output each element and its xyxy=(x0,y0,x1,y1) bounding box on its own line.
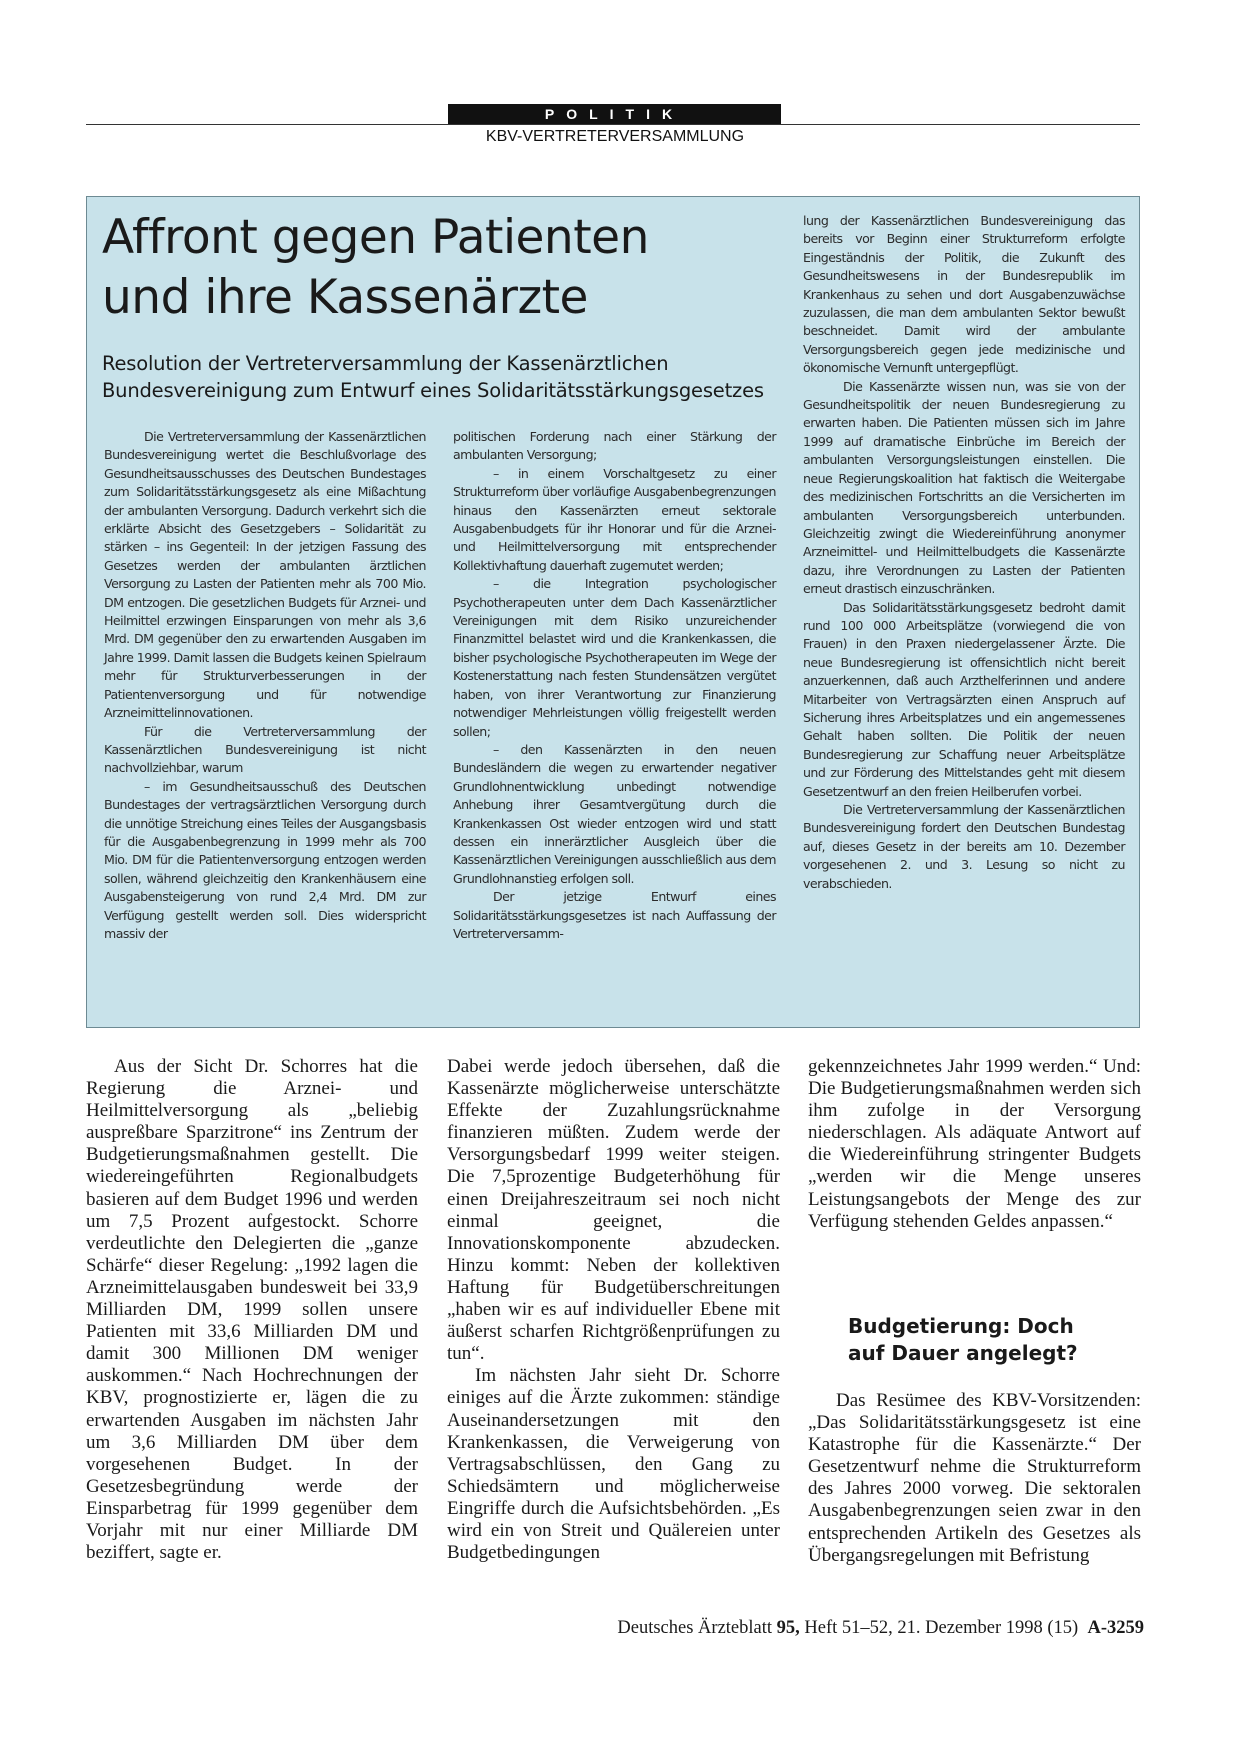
resolution-paragraph: lung der Kassenärztlichen Bundesvereinigung das bereits vor Beginn einer Strukturreform erfolgte Eingeständnis der Politik, die Zukunft des Gesundheitswesens in der Bundesrepublik im Krankenhaus zu sehen und dort Ausgabenzuwächse zuzulassen, die man dem ambulanten Sektor bewußt beschneidet. Damit wird der ambulante Versorgungsbereich gegen jede medizinische und ökonomische Vernunft untergepflügt. xyxy=(803,213,1125,376)
body-paragraph: gekennzeichnetes Jahr 1999 werden.“ Und: Die Budgetierungsmaßnahmen werden sich ihm zufolge in der Versorgung niederschlagen. Als adäquate Antwort auf die Wiedereinführung stringenter Budgets „werden wir die Menge unseres Leistungsangebots der Menge des zur Verfügung stehenden Geldes anpassen.“ xyxy=(808,1056,1141,1232)
body-column-2 xyxy=(447,1056,780,1564)
resolution-paragraph: – den Kassenärzten in den neuen Bundesländern die wegen zu erwartender negativer Grundlohnentwicklung unbedingt notwendige Anhebung ihrer Gesamtvergütung durch die Krankenkassen Ost wieder entzogen wird und statt dessen ein innerärztlicher Ausgleich über die Kassenärztlichen Vereinigungen ausschließlich aus dem Grundlohnanstieg erfolgen soll. xyxy=(453,741,776,886)
journal-volume: 95, xyxy=(776,1618,800,1638)
intertitle-line-1: Budgetierung: Doch xyxy=(848,1314,1074,1338)
resolution-column-2 xyxy=(453,428,776,943)
resolution-paragraph: – in einem Vorschaltgesetz zu einer Strukturreform über vorläufige Ausgabenbegrenzungen hinaus den Kassenärzten erneut sektorale Ausgabenbudgets für ihr Honorar und für die Arznei- und Heilmittelversorgung mit entsprechender Kollektivhaftung dauerhaft zugemutet werden; xyxy=(453,465,776,573)
page-number: A-3259 xyxy=(1087,1618,1144,1638)
body-paragraph: Dabei werde jedoch übersehen, daß die Kassenärzte möglicherweise unterschätzte Effekte der Zuzahlungsrücknahme finanzieren müßten. Zudem werde der Versorgungsbedarf 1999 weiter steigen. Die 7,5prozentige Budgeterhöhung für einen Dreijahreszeitraum sei noch nicht einmal geeignet, die Innovationskomponente abzudecken. Hinzu kommt: Neben der kollektiven Haftung für Budgetüberschreitungen „haben wir es auf individueller Ebene mit äußerst scharfen Richtgrößenprüfungen zu tun“. xyxy=(447,1056,780,1365)
resolution-column-3 xyxy=(803,212,1125,893)
resolution-paragraph: – im Gesundheitsausschuß des Deutschen Bundestages der vertragsärztlichen Versorgung durch die unnötige Streichung eines Teiles der Ausgangsbasis für die Ausgabenbegrenzung in 1999 mehr als 700 Mio. DM für die Patientenversorgung entzogen werden sollen, während gleichzeitig den Krankenhäusern eine Ausgabensteigerung von rund 2,4 Mrd. DM zur Verfügung gestellt werden soll. Dies widerspricht massiv der xyxy=(104,778,426,941)
body-column-1 xyxy=(86,1056,418,1564)
journal-name: Deutsches Ärzteblatt xyxy=(617,1618,773,1638)
intertitle-line-2: auf Dauer angelegt? xyxy=(848,1341,1078,1365)
resolution-column-1 xyxy=(104,428,426,943)
subhead-line-2: Bundesvereinigung zum Entwurf eines Solidaritätsstärkungsgesetzes xyxy=(102,379,764,402)
headline-line-1: Affront gegen Patienten xyxy=(102,210,649,265)
body-paragraph: Aus der Sicht Dr. Schorres hat die Regierung die Arznei- und Heilmittelversorgung als „beliebig auspreßbare Sparzitrone“ ins Zentrum der Budgetierungsmaßnahmen gestellt. Die wiedereingeführten Regionalbudgets basieren auf dem Budget 1996 und werden um 7,5 Prozent aufgestockt. Schorre verdeutlichte den Delegierten die „ganze Schärfe“ dieser Regelung: „1992 lagen die Arzneimittelausgaben bundesweit bei 33,9 Milliarden DM, 1999 sollen unsere Patienten mit 33,6 Milliarden DM und damit 300 Millionen DM weniger auskommen.“ Nach Hochrechnungen der KBV, prognostizierte er, lägen die zu erwartenden Ausgaben im nächsten Jahr um 3,6 Milliarden DM über dem vorgesehenen Budget. In der Gesetzesbegründung werde der Einsparbetrag für 1999 gegenüber dem Vorjahr mit nur einer Milliarde DM beziffert, sagte er. xyxy=(86,1056,418,1564)
article-subhead xyxy=(102,350,792,404)
resolution-paragraph: Das Solidaritätsstärkungsgesetz bedroht damit rund 100 000 Arbeitsplätze (vorwiegend die von Frauen) in den Praxen niedergelassener Ärzte. Die neue Bundesregierung ist offensichtlich nicht bereit anzuerkennen, daß auch Arzthelferinnen und andere Mitarbeiter von Vertragsärzten einen Anspruch auf Sicherung ihres Arbeitsplatzes und ein angemessenes Gehalt haben sollten. Die Politik der neuen Bundesregierung zur Schaffung neuer Arbeitsplätze und zur Förderung des Mittelstandes geht mit diesem Gesetzentwurf an den freien Heilberufen vorbei. xyxy=(803,599,1125,799)
section-subrubric: KBV-VERTRETERVERSAMMLUNG xyxy=(485,128,745,145)
article-headline xyxy=(102,208,792,328)
resolution-paragraph: politischen Forderung nach einer Stärkung der ambulanten Versorgung; xyxy=(453,429,776,463)
resolution-paragraph: Der jetzige Entwurf eines Solidaritätsstärkungsgesetzes ist nach Auffassung der Vertreterversamm- xyxy=(453,889,776,941)
resolution-paragraph: – die Integration psychologischer Psychotherapeuten unter dem Dach Kassenärztlicher Vereinigungen mit dem Risiko unzureichender Finanzmittel belastet wird und die Krankenkassen, die bisher psychologische Psychotherapeuten im Wege der Kostenerstattung nach festen Stundensätzen vergütet haben, von ihrer Verantwortung zur Finanzierung notwendiger Mehrleistungen völlig freigestellt werden sollen; xyxy=(453,576,776,739)
journal-issue: Heft 51–52, 21. Dezember 1998 (15) xyxy=(804,1618,1079,1638)
resolution-paragraph: Die Vertreterversammlung der Kassenärztlichen Bundesvereinigung wertet die Beschlußvorlage des Gesundheitsausschusses des Deutschen Bundestages zum Solidaritätsstärkungsgesetz als eine Mißachtung der ambulanten Versorgung. Dadurch verkehrt sich die erklärte Absicht des Gesetzgebers – Solidarität zu stärken – ins Gegenteil: In der jetzigen Fassung des Gesetzes werden der ambulanten ärztlichen Versorgung zu Lasten der Patienten mehr als 700 Mio. DM entzogen. Die gesetzlichen Budgets für Arznei- und Heilmittel erzwingen Einsparungen von mehr als 3,6 Mrd. DM gegenüber den zu erwartenden Ausgaben im Jahre 1999. Damit lassen die Budgets keinen Spielraum mehr für Strukturverbesserungen in der Patientenversorgung und für notwendige Arzneimittelinnovationen. xyxy=(104,429,426,721)
page-footer xyxy=(617,1618,1144,1639)
intertitle xyxy=(848,1313,1138,1367)
body-column-3-continued xyxy=(808,1390,1141,1567)
resolution-paragraph: Die Kassenärzte wissen nun, was sie von der Gesundheitspolitik der neuen Bundesregierung zu erwarten haben. Die Patienten müssen sich im Jahre 1999 auf dramatische Einbrüche im Bereich der ambulanten Versorgungsleistungen einstellen. Die neue Regierungskoalition hat faktisch die Weitergabe des medizinischen Fortschritts an die Versicherten im ambulanten Versorgungsbereich unterbunden. Gleichzeitig zwingt die Wiedereinführung anonymer Arzneimittel- und Heilmittelbudgets die Kassenärzte dazu, ihre Verordnungen zu Lasten der Patienten erneut drastisch einzuschränken. xyxy=(803,378,1125,597)
body-paragraph: Im nächsten Jahr sieht Dr. Schorre einiges auf die Ärzte zukommen: ständige Auseinandersetzungen mit den Krankenkassen, die Verweigerung von Vertragsabschlüssen, den Gang zu Schiedsämtern und möglicherweise Eingriffe durch die Aufsichtsbehörden. „Es wird ein von Streit und Quälereien unter Budgetbedingungen xyxy=(447,1365,780,1564)
header-rule xyxy=(86,124,1140,125)
headline-line-2: und ihre Kassenärzte xyxy=(102,270,588,325)
subhead-line-1: Resolution der Vertreterversammlung der Kassenärztlichen xyxy=(102,352,669,375)
resolution-paragraph: Für die Vertreterversammlung der Kassenärztlichen Bundesvereinigung ist nicht nachvollziehbar, warum xyxy=(104,723,426,776)
resolution-paragraph: Die Vertreterversammlung der Kassenärztlichen Bundesvereinigung fordert den Deutschen Bundestag auf, dieses Gesetz in der bereits am 10. Dezember vorgesehenen 2. und 3. Lesung so nicht zu verabschieden. xyxy=(803,802,1125,891)
section-rubric: POLITIK xyxy=(448,104,781,125)
body-column-3 xyxy=(808,1056,1141,1233)
body-paragraph: Das Resümee des KBV-Vorsitzenden: „Das Solidaritätsstärkungsgesetz ist eine Katastrophe für die Kassenärzte.“ Der Gesetzentwurf nehme die Strukturreform des Jahres 2000 vorweg. Die sektoralen Ausgabenbegrenzungen seien zwar in den entsprechenden Artikeln des Gesetzes als Übergangsregelungen mit Befristung xyxy=(808,1390,1141,1566)
